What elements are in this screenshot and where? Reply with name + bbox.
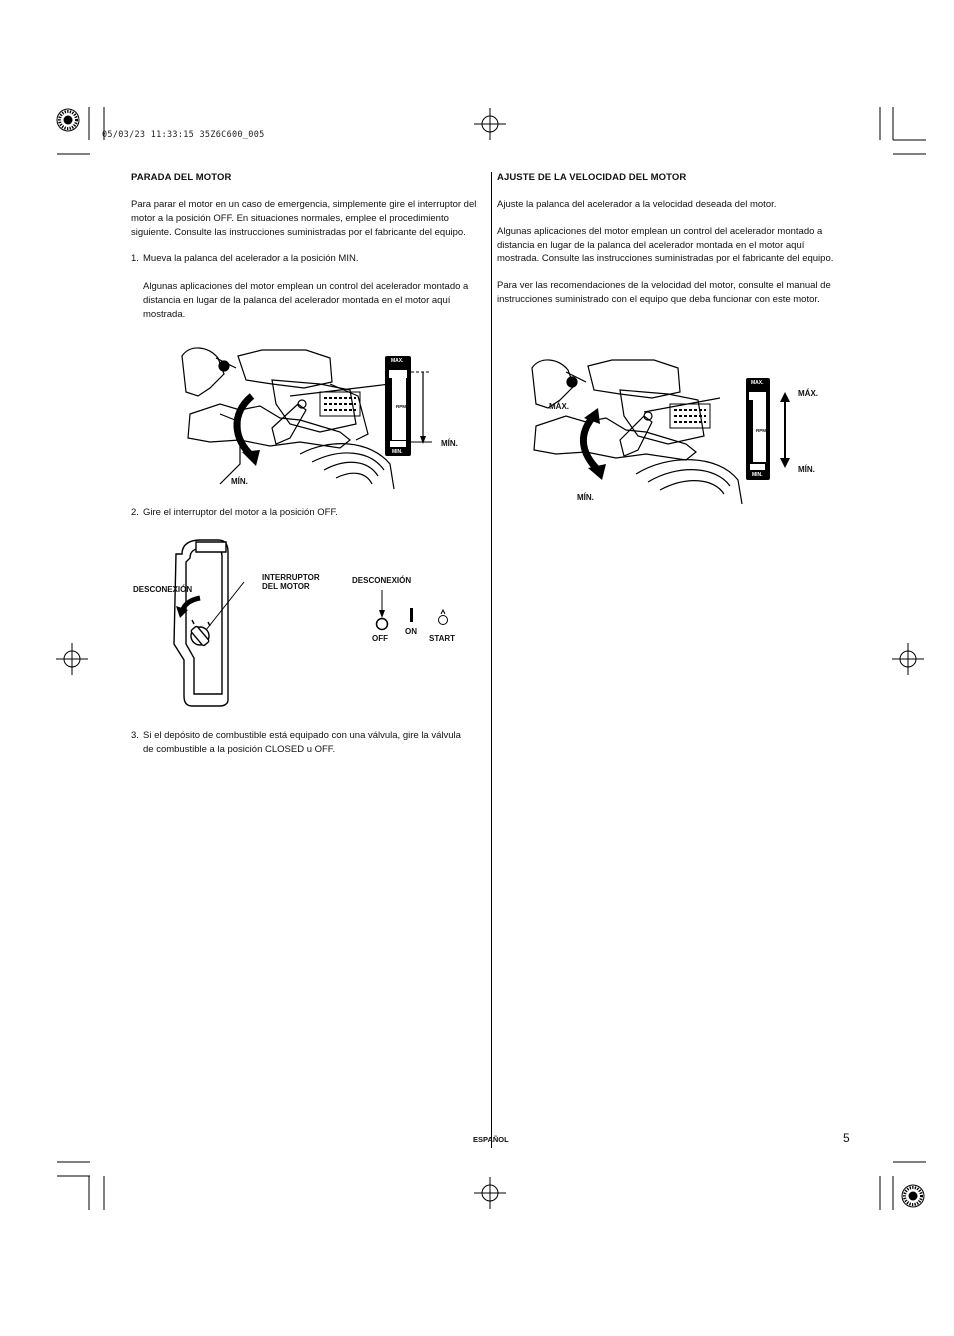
figure-throttle-range xyxy=(528,354,828,504)
switch-illustration xyxy=(130,538,470,708)
interruptor-label-line1: INTERRUPTOR xyxy=(262,573,320,582)
step-1 xyxy=(131,252,487,266)
footer-language: ESPAÑOL xyxy=(473,1135,509,1144)
step-3-text: Si el depósito de combustible está equipado con una válvula, gire la válvula de combustible a la posición CLOSED u OFF. xyxy=(143,730,461,755)
figure-engine-switch xyxy=(130,538,470,708)
off-label: OFF xyxy=(372,634,388,643)
left-column xyxy=(131,172,487,322)
right-paragraph-2: Algunas aplicaciones del motor emplean un control del acelerador montado a distancia en lugar de la palanca del acelerador montada en el motor aquí mostrada. Consulte las instrucciones suministradas por el fabricante del equipo. xyxy=(497,225,834,265)
section-heading-ajuste: AJUSTE DE LA VELOCIDAD DEL MOTOR xyxy=(497,172,687,183)
step-1-text: Mueva la palanca del acelerador a la posición MIN. xyxy=(143,253,359,265)
right-column xyxy=(497,172,845,307)
on-label: ON xyxy=(405,627,417,636)
step-2 xyxy=(131,506,487,520)
intro-paragraph: Para parar el motor en un caso de emergencia, simplemente gire el interruptor del motor a la posición OFF. En situaciones normales, emplee el procedimiento siguiente. Consulte las instrucciones suministradas por el fabricante del equipo. xyxy=(131,199,477,238)
scale-min-label-2: MIN. xyxy=(752,472,763,478)
figure-throttle-min xyxy=(180,344,470,489)
print-stamp: 05/03/23 11:33:15 35Z6C600_005 xyxy=(102,130,265,140)
desconexion-label-left: DESCONEXIÓN xyxy=(133,585,193,594)
max-label-right: MÁX. xyxy=(798,389,818,398)
min-label-right-2: MÍN. xyxy=(798,465,815,474)
section-heading-parada: PARADA DEL MOTOR xyxy=(131,172,232,183)
step-3-number: 3. xyxy=(131,730,139,741)
engine-illustration-2 xyxy=(528,354,828,504)
step-2-text: Gire el interruptor del motor a la posición OFF. xyxy=(143,507,338,518)
step-3 xyxy=(131,729,471,757)
min-label-left-2: MÍN. xyxy=(577,493,594,502)
engine-illustration xyxy=(180,344,470,489)
step-1-number: 1. xyxy=(131,253,139,265)
right-paragraph-1: Ajuste la palanca del acelerador a la velocidad deseada del motor. xyxy=(497,199,777,210)
step-2-number: 2. xyxy=(131,507,139,518)
scale-rpm-label-2: RPM xyxy=(756,428,766,433)
scale-max-label-2: MAX. xyxy=(751,380,764,386)
page-number: 5 xyxy=(843,1131,850,1145)
step-1-note: Algunas aplicaciones del motor emplean un control del acelerador montado a distancia en lugar de la palanca del acelerador montada en el motor aquí mostrada. xyxy=(143,281,469,320)
right-paragraph-3: Para ver las recomendaciones de la velocidad del motor, consulte el manual de instrucciones suministrado con el equipo que deba funcionar con este motor. xyxy=(497,280,831,305)
start-label: START xyxy=(429,634,456,643)
interruptor-label-line2: DEL MOTOR xyxy=(262,582,310,591)
min-label-right: MÍN. xyxy=(441,439,458,448)
scale-min-label: MIN. xyxy=(392,449,403,455)
scale-rpm-label: RPM xyxy=(396,404,406,409)
column-divider xyxy=(491,172,492,1148)
scale-max-label: MAX. xyxy=(391,358,404,364)
min-label-left: MÍN. xyxy=(231,477,248,486)
max-label-left: MÁX. xyxy=(549,402,569,411)
desconexion-label-right: DESCONEXIÓN xyxy=(352,576,412,585)
